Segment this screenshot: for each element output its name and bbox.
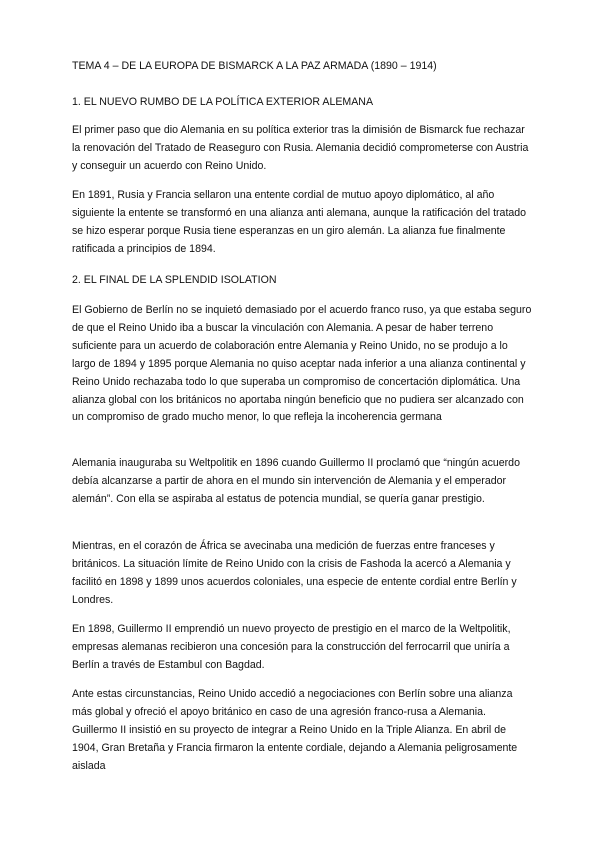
section-heading: 2. EL FINAL DE LA SPLENDID ISOLATION xyxy=(72,274,277,286)
paragraph: Mientras, en el corazón de África se avecinaba una medición de fuerzas entre franceses y británicos. La situación límite de Reino Unido con la crisis de Fashoda la acercó a Alemania y facilitó en 1898 y 1899 unos acuerdos coloniales, una especie de entente cordial entre Berlín y Londres. xyxy=(72,540,517,606)
paragraph: El primer paso que dio Alemania en su política exterior tras la dimisión de Bismarck fue rechazar la renovación del Tratado de Reaseguro con Rusia. Alemania decidió comprometerse con Austria y conseguir un acuerdo con Reino Unido. xyxy=(72,124,529,172)
paragraph: En 1891, Rusia y Francia sellaron una entente cordial de mutuo apoyo diplomático, al año siguiente la entente se transformó en una alianza anti alemana, aunque la ratificación del tratado se hizo esperar porque Rusia tiene esperanzas en un giro alemán. La alianza fue finalmente ratificada a principios de 1894. xyxy=(72,189,527,255)
section-heading: 1. EL NUEVO RUMBO DE LA POLÍTICA EXTERIOR ALEMANA xyxy=(72,96,374,108)
paragraph: En 1898, Guillermo II emprendió un nuevo proyecto de prestigio en el marco de la Weltpolitik, empresas alemanas recibieron una concesión para la construcción del ferrocarril que uniría a Berlín a través de Estambul con Bagdad. xyxy=(72,623,511,671)
paragraph: Alemania inauguraba su Weltpolitik en 1896 cuando Guillermo II proclamó que “ningún acuerdo debía alcanzarse a partir de ahora en el mundo sin intervención de Alemania y el emperador alemán”. Con ella se aspiraba al estatus de potencia mundial, se quería ganar prestigio. xyxy=(72,457,520,505)
paragraph: Ante estas circunstancias, Reino Unido accedió a negociaciones con Berlín sobre una alianza más global y ofreció el apoyo británico en caso de una agresión franco-rusa a Alemania. Guillermo II insistió en su proyecto de integrar a Reino Unido en la Triple Alianza. En abril de 1904, Gran Bretaña y Francia firmaron la entente cordiale, dejando a Alemania peligrosamente aislada xyxy=(72,688,518,772)
paragraph: El Gobierno de Berlín no se inquietó demasiado por el acuerdo franco ruso, ya que estaba seguro de que el Reino Unido iba a buscar la vinculación con Alemania. A pesar de haber terreno suficiente para un acuerdo de colaboración entre Alemania y Reino Unido, no se produjo a lo largo de 1894 y 1895 porque Alemania no quiso aceptar nada inferior a una alianza continental y Reino Unido rechazaba todo lo que superaba un compromiso de concertación diplomática. Una alianza global con los británicos no aportaba ningún beneficio que no pudiera ser alcanzado con un compromiso de grado mucho menor, lo que refleja la incoherencia germana xyxy=(72,304,532,424)
document-title: TEMA 4 – DE LA EUROPA DE BISMARCK A LA PAZ ARMADA (1890 – 1914) xyxy=(72,60,437,72)
